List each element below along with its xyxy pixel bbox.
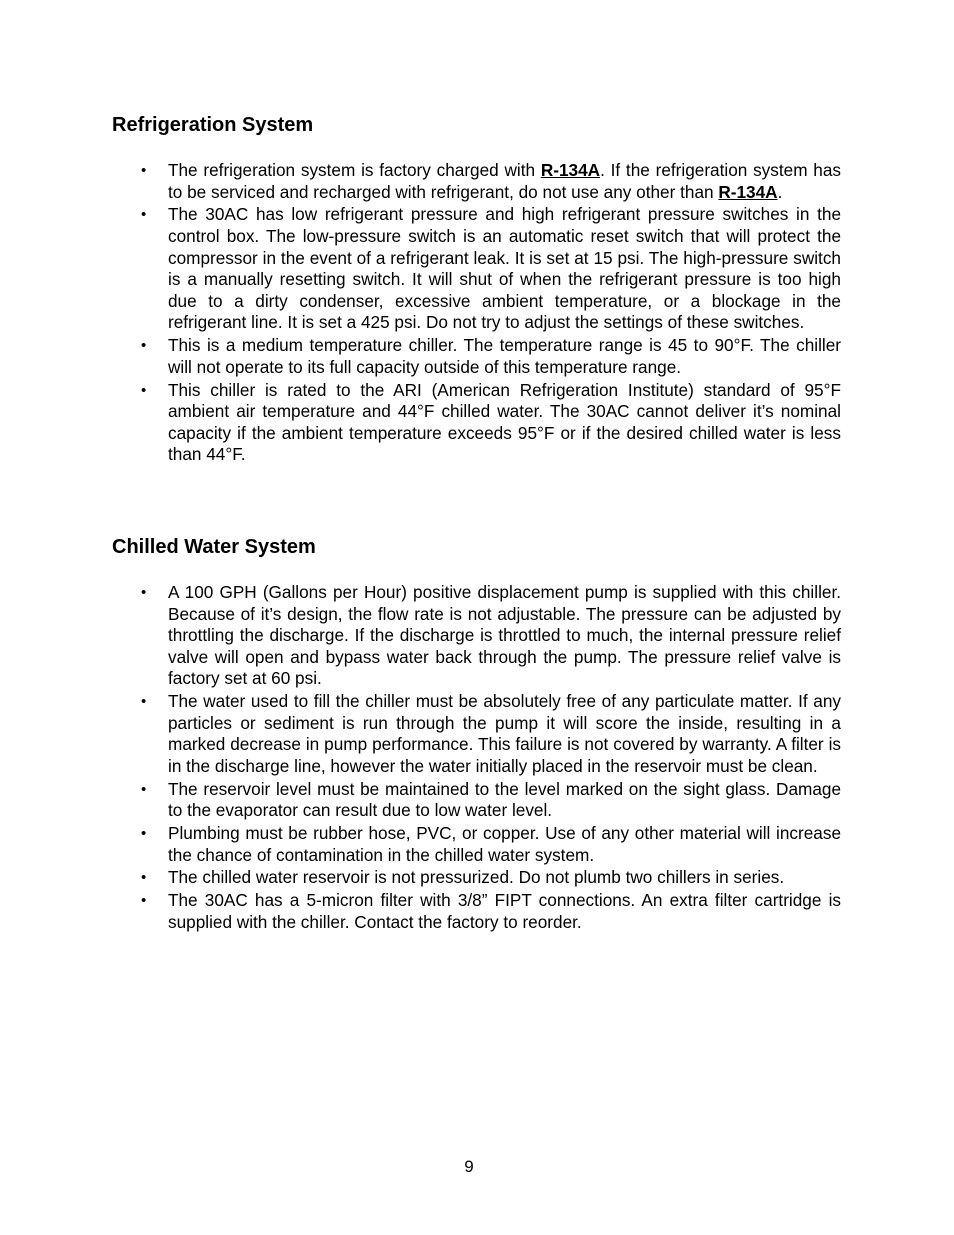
section-heading-refrigeration: Refrigeration System (112, 114, 314, 136)
bullet-text: . (777, 181, 783, 202)
bullet-item: • The 30AC has a 5-micron filter with 3/8” FIPT connections. An extra filter cartridge is supplied with the chiller. Contact the factory to reorder. (168, 890, 841, 933)
refrigeration-bullet-list (168, 160, 841, 467)
bullet-item: • A 100 GPH (Gallons per Hour) positive displacement pump is supplied with this chiller. Because of it’s design, the flow rate is not adjustable. The pressure can be adjusted by throttling the discharge. If the discharge is throttled to much, the internal pressure relief valve will open and bypass water back through the pump. The pressure relief valve is factory set at 60 psi. (168, 582, 841, 690)
bullet-item: • The reservoir level must be maintained to the level marked on the sight glass. Damage to the evaporator can result due to low water level. (168, 779, 841, 822)
bullet-item (168, 160, 841, 203)
bullet-item: • This chiller is rated to the ARI (American Refrigeration Institute) standard of 95°F ambient air temperature and 44°F chilled water. The 30AC cannot deliver it’s nominal capacity if the ambient temperature exceeds 95°F or if the desired chilled water is less than 44°F. (168, 380, 841, 466)
bullet-item: • The 30AC has low refrigerant pressure and high refrigerant pressure switches in the control box. The low-pressure switch is an automatic reset switch that will protect the compressor in the event of a refrigerant leak. It is set at 15 psi. The high-pressure switch is a manually resetting switch. It will shut of when the refrigerant pressure is too high due to a dirty condenser, excessive ambient temperature, or a blockage in the refrigerant line. It is set a 425 psi. Do not try to adjust the settings of these switches. (168, 204, 841, 334)
chilled-water-bullet-list (168, 582, 841, 935)
bullet-item: • Plumbing must be rubber hose, PVC, or copper. Use of any other material will increase the chance of contamination in the chilled water system. (168, 823, 841, 866)
bullet-text: The refrigeration system is factory charged with (168, 160, 541, 180)
refrigerant-name: R-134A (540, 160, 601, 180)
bullet-text: . If the refrigeration system has to be serviced and recharged with refrigerant, do not use any other than (168, 160, 841, 202)
section-heading-chilled-water: Chilled Water System (112, 536, 316, 558)
refrigerant-name: R-134A (718, 181, 778, 202)
bullet-item: • The chilled water reservoir is not pressurized. Do not plumb two chillers in series. (168, 867, 841, 889)
bullet-item: • The water used to fill the chiller must be absolutely free of any particulate matter. If any particles or sediment is run through the pump it will score the inside, resulting in a marked decrease in pump performance. This failure is not covered by warranty. A filter is in the discharge line, however the water initially placed in the reservoir must be clean. (168, 691, 841, 777)
page-number: 9 (464, 1157, 474, 1176)
bullet-item: • This is a medium temperature chiller. The temperature range is 45 to 90°F. The chiller will not operate to its full capacity outside of this temperature range. (168, 335, 841, 378)
